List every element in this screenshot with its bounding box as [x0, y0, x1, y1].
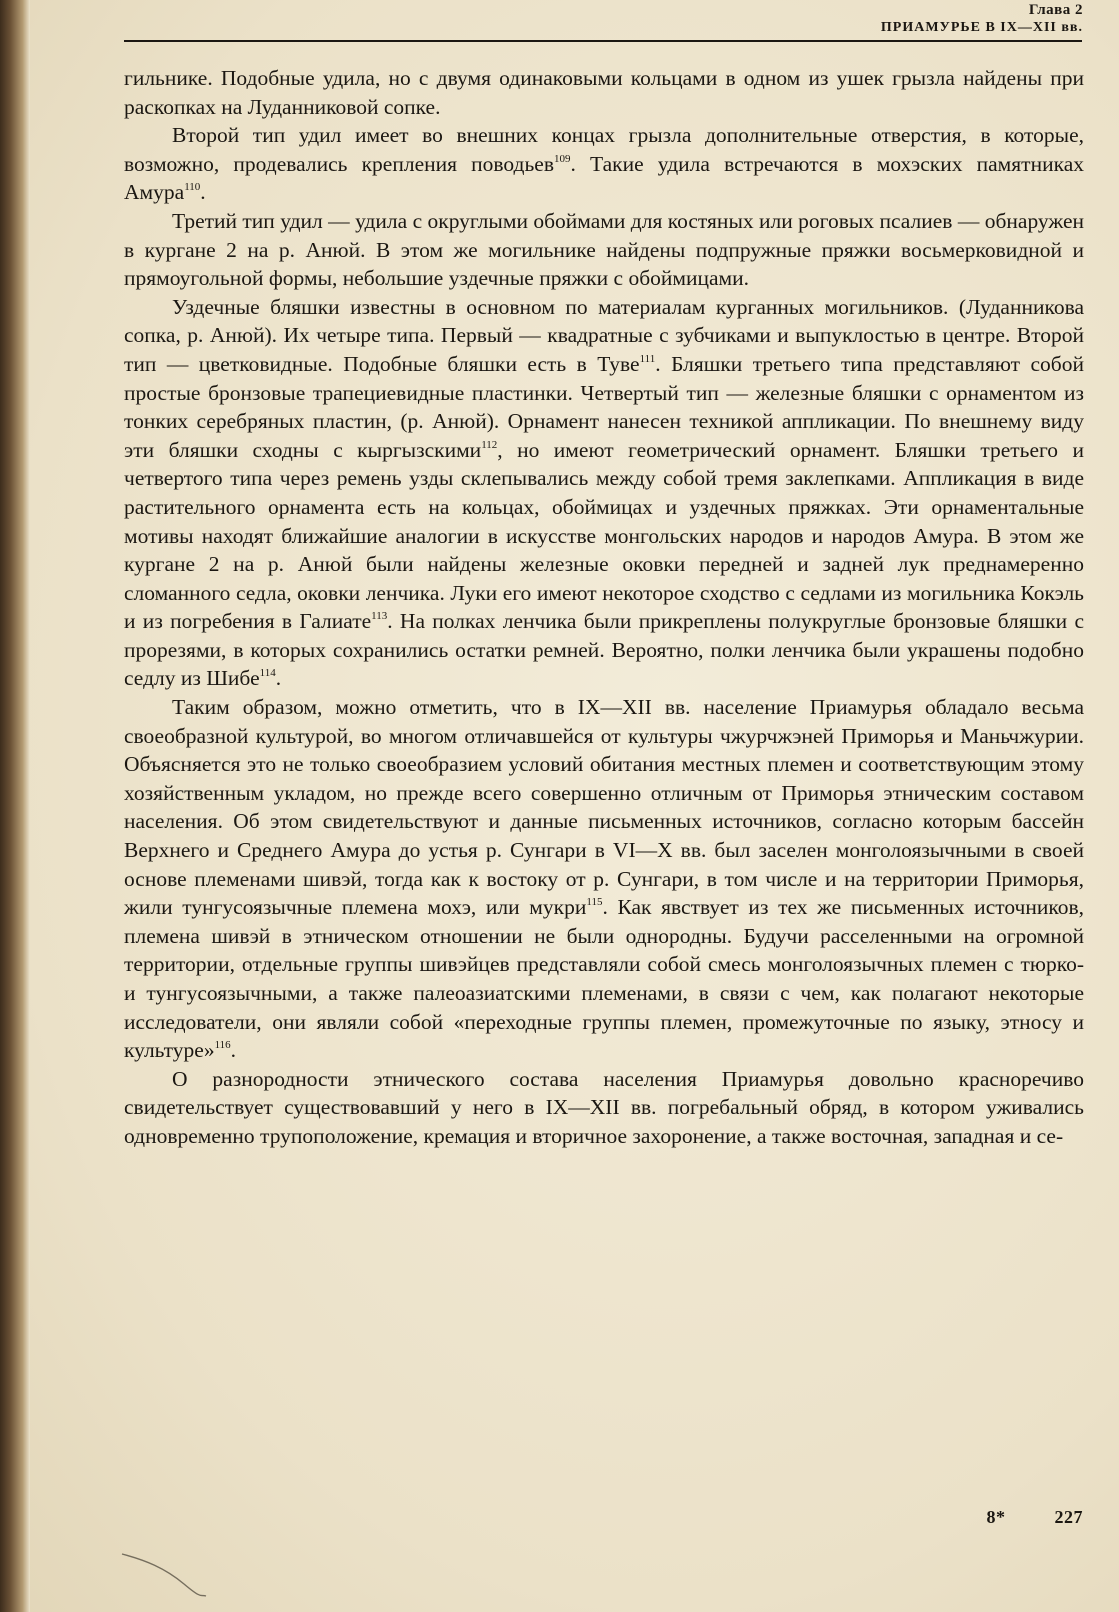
text-run: Уздечные бляшки известны в основном по материалам курганных могильников. (Луданникова сопка, р. Анюй). Их четыре типа. Первый — квадратные с зубчиками и выпуклостью в центре. Второй тип — цветковидные. Подобные бляшки есть в Туве: [124, 294, 1084, 376]
footnote-ref: 111: [639, 352, 656, 365]
signature-mark: 8*: [986, 1507, 1006, 1527]
paragraph: [124, 207, 1084, 293]
text-run: гильнике. Подобные удила, но с двумя одинаковыми кольцами в одном из ушек грызла найдены при раскопках на Луданниковой сопке.: [124, 66, 1084, 119]
text-run: .: [200, 180, 206, 205]
text-run: .: [230, 1038, 237, 1063]
body-text: [124, 64, 1084, 1151]
running-head: [881, 2, 1083, 36]
text-run: . На полках ленчика были прикреплены полукруглые бронзовые бляшки с прорезями, в которых сохранились остатки ремней. Вероятно, полки ленчика были украшены подобно седлу из Шибе: [124, 609, 1084, 691]
footnote-ref: 109: [554, 152, 571, 165]
running-title: ПРИАМУРЬЕ В IX—XII вв.: [880, 20, 1083, 35]
footnote-ref: 113: [371, 610, 388, 623]
text-run: Второй тип удил имеет во внешних концах грызла дополнительные отверстия, в которые, возможно, продевались крепления поводьев: [124, 123, 1084, 176]
text-run: , но имеют геометрический орнамент. Бляшки третьего и четвертого типа через ремень узды склепывались между собой тремя заклепками. Аппликация в виде растительного орнамента есть на кольцах, обоймицах и уздечных пряжках. Эти орнаментальные мотивы находят ближайшие аналогии в искусстве монгольских народов и народов Амура. В этом же кургане 2 на р. Анюй были найдены железные оковки передней и задней лук преднамеренно сломанного седла, оковки ленчика. Луки его имеют некоторое сходство с седлами из могильника Кокэль и из погребения в Галиате: [124, 437, 1084, 634]
text-run: . Бляшки третьего типа представляют собой простые бронзовые трапециевидные пластинки. Четвертый тип — железные бляшки с орнаментом из тонких серебряных пластин, (р. Анюй). Орнамент нанесен техникой аппликации. По внешнему виду эти бляшки сходны с кыргызскими: [124, 351, 1084, 462]
paragraph: [124, 121, 1084, 207]
paragraph: [124, 64, 1084, 121]
text-run: Третий тип удил — удила с округлыми обоймами для костяных или роговых псалиев — обнаружен в кургане 2 на р. Анюй. В этом же могильнике найдены подпружные пряжки восьмерковидной и прямоугольной формы, небольшие уздечные пряжки с обоймицами.: [124, 208, 1084, 291]
chapter-label: Глава 2: [1028, 2, 1083, 18]
paragraph: [124, 693, 1084, 1065]
footnote-ref: 110: [184, 181, 201, 194]
footnote-ref: 116: [214, 1039, 231, 1052]
book-spine-shadow: [0, 0, 30, 1612]
footnote-ref: 112: [481, 438, 498, 451]
paragraph: [124, 293, 1084, 693]
header-rule: [124, 40, 1082, 42]
text-run: О разнородности этнического состава населения Приамурья довольно красноречиво свидетельствует существовавший у него в IX—XII вв. погребальный обряд, в котором уживались одновременно трупоположение, кремация и вторичное захоронение, а также восточная, западная и се-: [124, 1066, 1084, 1148]
text-run: . Как явствует из тех же письменных источников, племена шивэй в этническом отношении не были однородны. Будучи расселенными на огромной территории, отдельные группы шивэйцев представляли собой смесь монголоязычных племен с тюрко- и тунгусоязычными, а также палеоазиатскими племенами, в связи с чем, как полагают некоторые исследователи, они являли собой «переходные группы племен, промежуточные по языку, этносу и культуре»: [124, 895, 1084, 1063]
page-number: 227: [1054, 1507, 1083, 1527]
text-run: .: [275, 666, 282, 691]
paragraph: [124, 1065, 1084, 1151]
text-run: Таким образом, можно отметить, что в IX—XII вв. население Приамурья обладало весьма своеобразной культурой, во многом отличавшейся от культуры чжурчжэней Приморья и Маньчжурии. Объясняется это не только своеобразием условий обитания местных племен и соответствующим этому хозяйственным укладом, но прежде всего совершенно отличным от Приморья этническим составом населения. Об этом свидетельствуют и данные письменных источников, согласно которым бассейн Верхнего и Среднего Амура до устья р. Сунгари в VI—X вв. был заселен монголоязычными в своей основе племенами шивэй, тогда как к востоку от р. Сунгари, в том числе и на территории Приморья, жили тунгусоязычные племена мохэ, или мукри: [124, 695, 1084, 920]
page-footer: [987, 1507, 1084, 1528]
text-run: . Такие удила встречаются в мохэских памятниках Амура: [124, 151, 1084, 205]
footnote-ref: 114: [259, 667, 276, 680]
footnote-ref: 115: [586, 896, 603, 909]
pen-stroke-mark: [120, 1548, 210, 1598]
